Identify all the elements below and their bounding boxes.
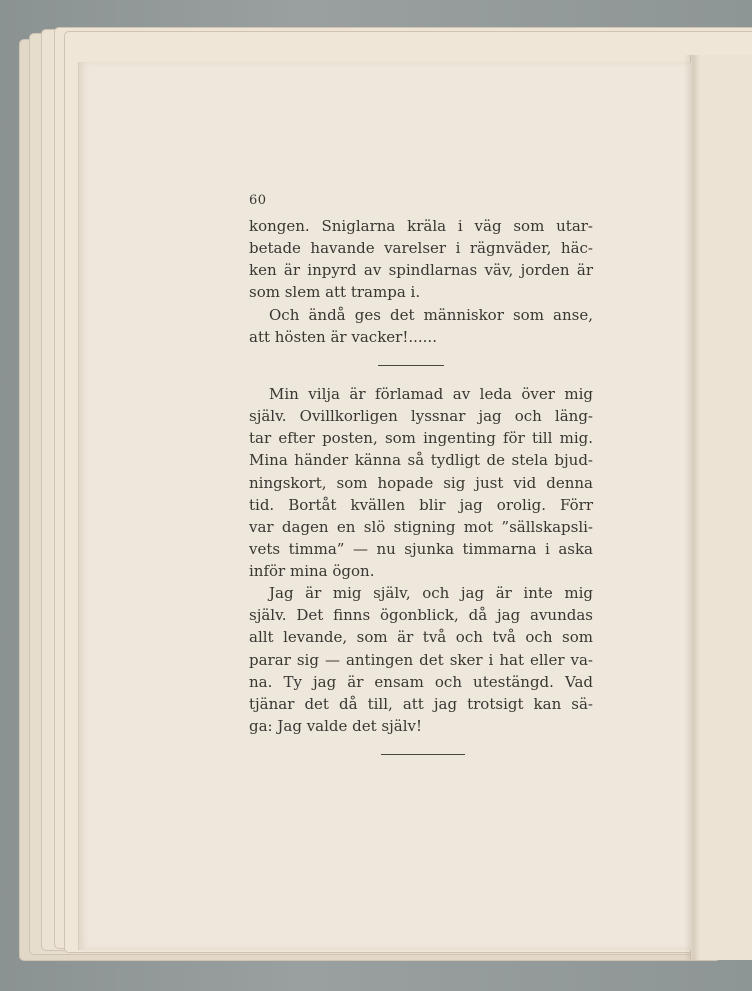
text-line: Min vilja är förlamad av leda över mig: [269, 385, 593, 403]
spine-shadow: [684, 55, 700, 960]
book-page: [78, 62, 691, 950]
text-line: vets timma” — nu sjunka timmarna i aska: [249, 540, 593, 558]
text-line: själv. Ovillkorligen lyssnar jag och läng-: [249, 407, 593, 425]
text-line: kongen. Sniglarna kräla i väg som utar-: [249, 217, 593, 235]
text-line: var dagen en slö stigning mot ”sällskapsli-: [249, 518, 593, 536]
end-divider: [381, 754, 465, 755]
text-line: Mina händer känna så tydligt de stela bjud-: [249, 451, 593, 469]
text-line: ga: Jag valde det själv!: [249, 717, 423, 735]
text-line: betade havande varelser i rägnväder, häc-: [249, 239, 593, 257]
text-line: Jag är mig själv, och jag är inte mig: [269, 584, 593, 602]
text-line: parar sig — antingen det sker i hat eller va-: [249, 651, 593, 669]
text-line: Och ändå ges det människor som anse,: [269, 306, 593, 324]
text-line: na. Ty jag är ensam och utestängd. Vad: [249, 673, 593, 691]
text-line: ningskort, som hopade sig just vid denna: [249, 474, 593, 492]
text-line: ken är inpyrd av spindlarnas väv, jorden är: [249, 261, 593, 279]
text-line: tar efter posten, som ingenting för till mig.: [249, 429, 593, 447]
page-number: 60: [249, 193, 267, 208]
text-line: allt levande, som är två och två och som: [249, 628, 593, 646]
text-line: tid. Bortåt kvällen blir jag orolig. Förr: [249, 496, 593, 514]
text-line: tjänar det då till, att jag trotsigt kan sä-: [249, 695, 593, 713]
text-line: att hösten är vacker!......: [249, 328, 437, 346]
section-divider: [378, 365, 444, 366]
text-line: som slem att trampa i.: [249, 283, 421, 301]
text-line: själv. Det finns ögonblick, då jag avundas: [249, 606, 593, 624]
text-line: inför mina ögon.: [249, 562, 375, 580]
